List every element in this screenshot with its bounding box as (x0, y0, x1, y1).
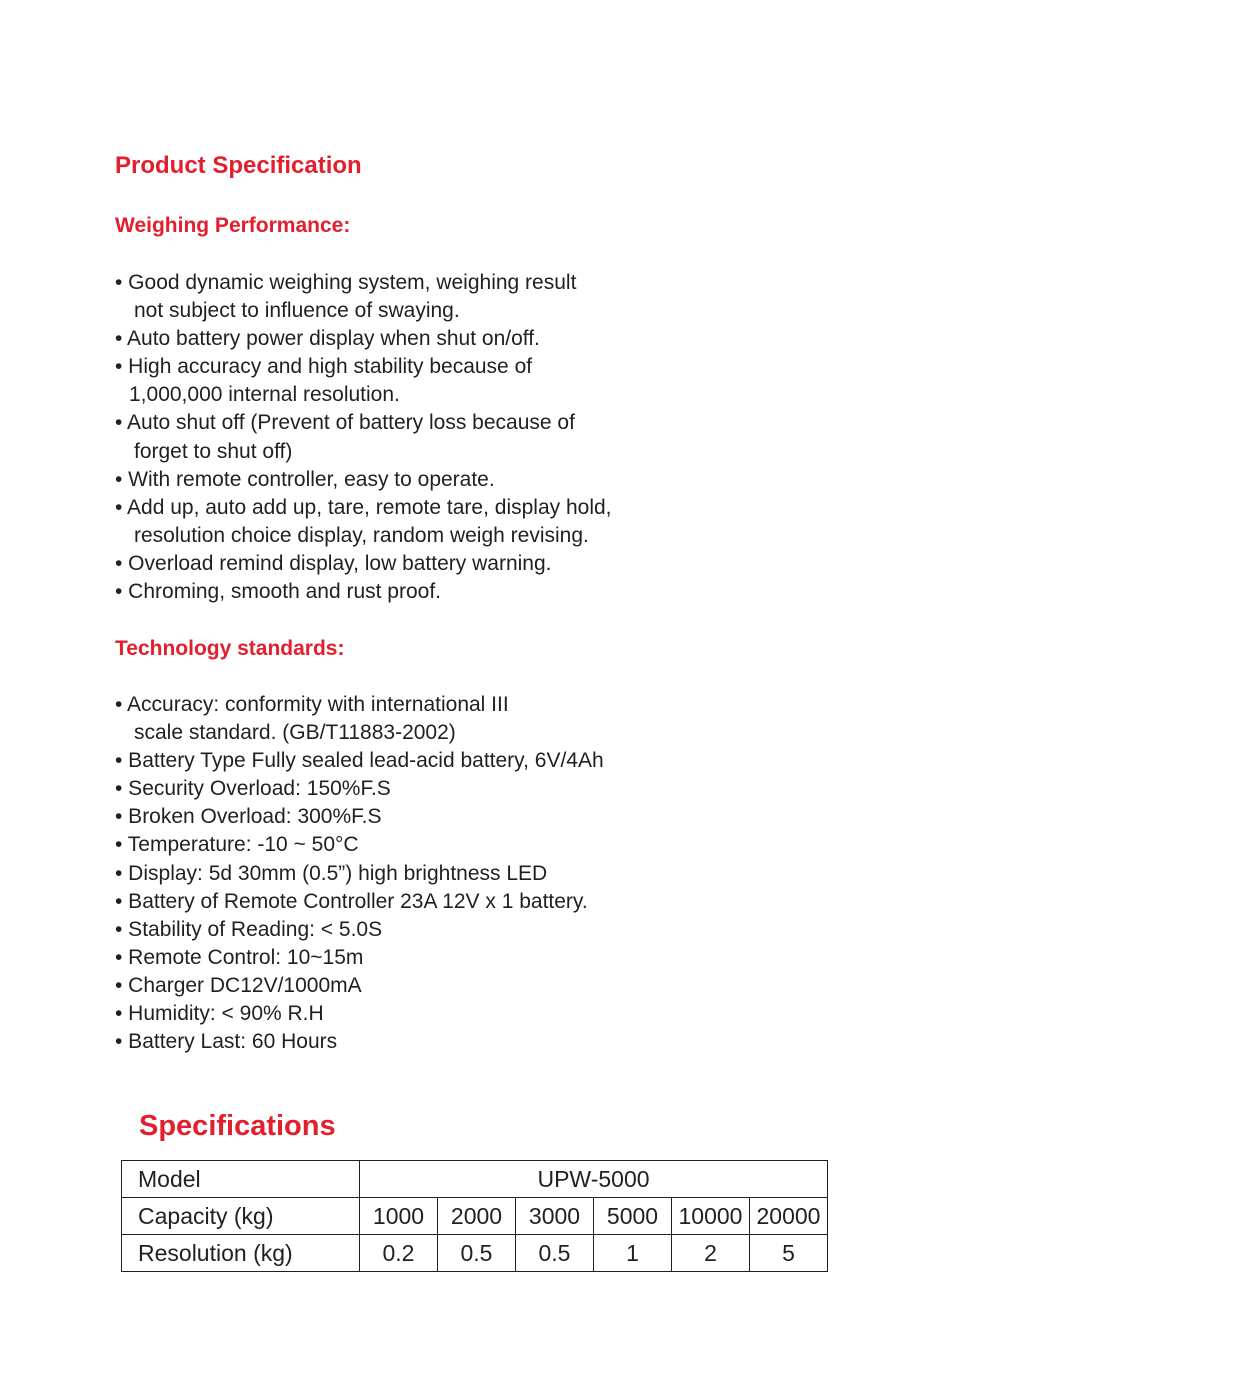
list-item-text: • Security Overload: 150%F.S (115, 777, 391, 801)
list-item-text: • High accuracy and high stability because of (115, 355, 533, 379)
capacity-cell: 3000 (516, 1198, 594, 1235)
list-item-continuation: scale standard. (GB/T11883-2002) (134, 721, 456, 745)
list-item-text: • Add up, auto add up, tare, remote tare, display hold, (115, 495, 612, 519)
table-row (122, 1235, 828, 1272)
list-item-text: • Accuracy: conformity with international III (115, 693, 509, 716)
page-title: Product Specification (115, 152, 362, 179)
list-item-text: • Auto shut off (Prevent of battery loss because of (115, 411, 575, 435)
list-item (115, 803, 604, 831)
list-item (115, 466, 612, 494)
list-item (115, 494, 612, 550)
list-item (115, 888, 604, 916)
table-row (122, 1198, 828, 1235)
model-value: UPW-5000 (360, 1161, 828, 1198)
list-item (115, 409, 612, 465)
capacity-cell: 5000 (594, 1198, 672, 1235)
weighing-performance-list (115, 269, 612, 606)
list-item (115, 747, 604, 775)
list-item (115, 831, 604, 859)
weighing-performance-heading: Weighing Performance: (115, 214, 351, 237)
list-item (115, 916, 604, 944)
technology-standards-heading: Technology standards: (115, 637, 345, 660)
list-item-text: • Auto battery power display when shut on/off. (115, 327, 540, 351)
resolution-label: Resolution (kg) (122, 1235, 360, 1272)
list-item (115, 325, 612, 353)
capacity-cell: 2000 (438, 1198, 516, 1235)
list-item (115, 1028, 604, 1056)
list-item-text: • Chroming, smooth and rust proof. (115, 580, 442, 604)
list-item-text: • Humidity: < 90% R.H (115, 1002, 324, 1026)
list-item-continuation: forget to shut off) (134, 439, 293, 463)
list-item-continuation: not subject to influence of swaying. (134, 299, 460, 323)
list-item-text: • Display: 5d 30mm (0.5”) high brightness LED (115, 861, 548, 885)
list-item-text: • Temperature: -10 ~ 50°C (115, 833, 359, 857)
list-item-text: • Stability of Reading: < 5.0S (115, 917, 383, 941)
list-item-text: • Overload remind display, low battery warning. (115, 551, 552, 575)
technology-standards-list (115, 691, 604, 1056)
list-item (115, 578, 612, 606)
list-item-text: • With remote controller, easy to operate. (115, 467, 495, 491)
resolution-cell: 2 (672, 1235, 750, 1272)
list-item-text: • Charger DC12V/1000mA (115, 973, 362, 997)
resolution-cell: 0.5 (516, 1235, 594, 1272)
specifications-heading: Specifications (139, 1110, 336, 1142)
resolution-cell: 0.2 (360, 1235, 438, 1272)
model-label: Model (122, 1161, 360, 1198)
list-item (115, 1000, 604, 1028)
resolution-cell: 0.5 (438, 1235, 516, 1272)
list-item-continuation: 1,000,000 internal resolution. (129, 383, 400, 407)
list-item (115, 944, 604, 972)
list-item (115, 691, 604, 747)
list-item (115, 860, 604, 888)
list-item (115, 775, 604, 803)
list-item-text: • Remote Control: 10~15m (115, 945, 364, 969)
list-item (115, 972, 604, 1000)
list-item (115, 550, 612, 578)
list-item-text: • Broken Overload: 300%F.S (115, 805, 382, 829)
list-item-text: • Good dynamic weighing system, weighing result (115, 271, 577, 294)
list-item (115, 269, 612, 325)
resolution-cell: 1 (594, 1235, 672, 1272)
resolution-cell: 5 (750, 1235, 828, 1272)
capacity-cell: 1000 (360, 1198, 438, 1235)
list-item-text: • Battery of Remote Controller 23A 12V x 1 battery. (115, 889, 588, 913)
list-item (115, 353, 612, 409)
capacity-label: Capacity (kg) (122, 1198, 360, 1235)
list-item-continuation: resolution choice display, random weigh revising. (134, 523, 589, 547)
list-item-text: • Battery Last: 60 Hours (115, 1030, 338, 1054)
capacity-cell: 20000 (750, 1198, 828, 1235)
table-row (122, 1161, 828, 1198)
capacity-cell: 10000 (672, 1198, 750, 1235)
list-item-text: • Battery Type Fully sealed lead-acid battery, 6V/4Ah (115, 749, 604, 773)
specifications-table (121, 1160, 828, 1272)
